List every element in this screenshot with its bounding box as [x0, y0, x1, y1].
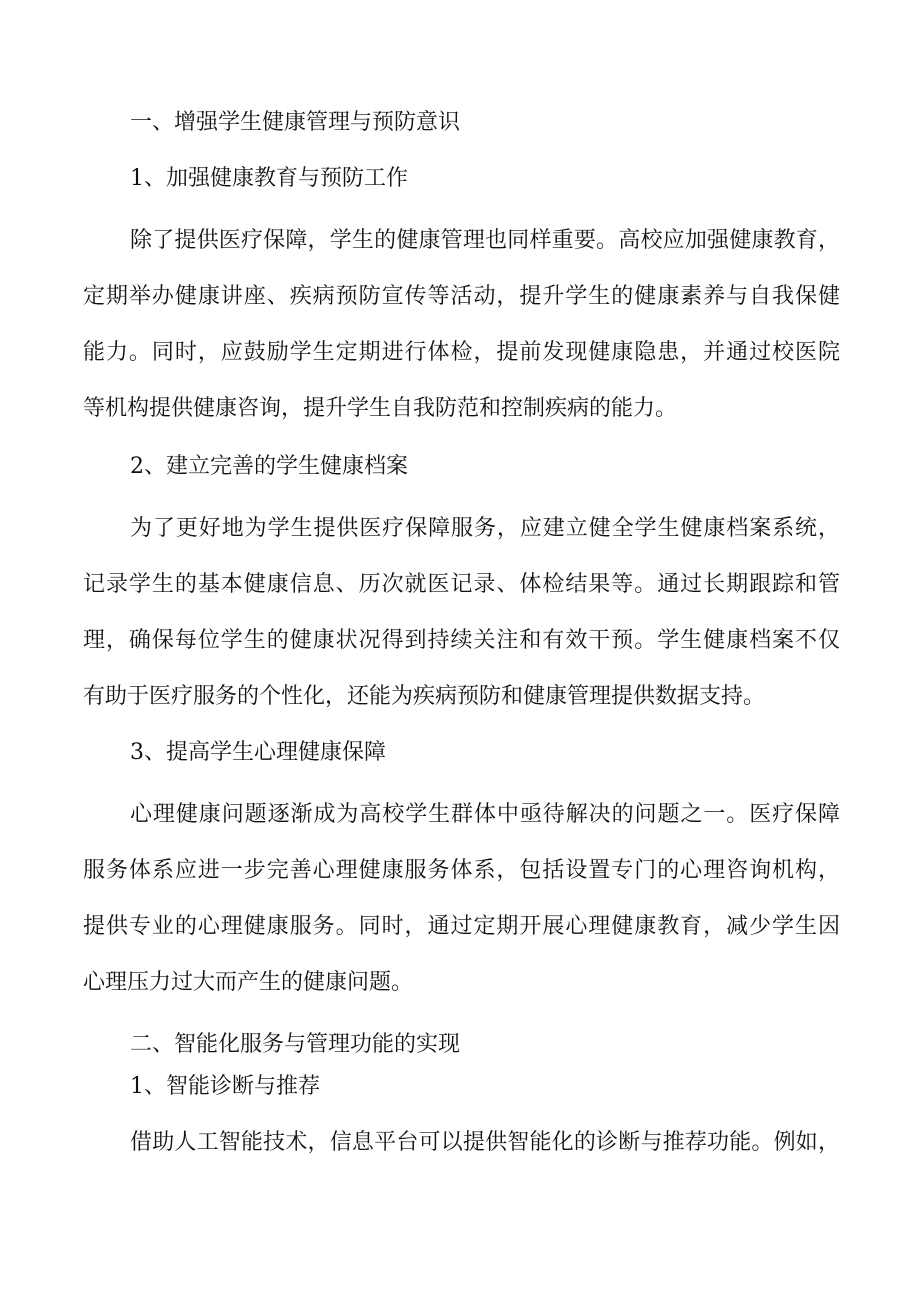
paragraph-line: 能力。同时，应鼓励学生定期进行体检，提前发现健康隐患，并通过校医院 [83, 340, 840, 365]
paragraph-line: 等机构提供健康咨询，提升学生自我防范和控制疾病的能力。 [83, 396, 678, 421]
paragraph-line: 心理健康问题逐渐成为高校学生群体中亟待解决的问题之一。医疗保障 [130, 802, 840, 827]
subsection-title: 2、建立完善的学生健康档案 [130, 454, 408, 479]
paragraph-line: 提供专业的心理健康服务。同时，通过定期开展心理健康教育，减少学生因 [83, 914, 840, 939]
paragraph-line: 记录学生的基本健康信息、历次就医记录、体检结果等。通过长期跟踪和管 [83, 572, 840, 597]
section-heading: 二、智能化服务与管理功能的实现 [130, 1032, 461, 1057]
paragraph-line: 理，确保每位学生的健康状况得到持续关注和有效干预。学生健康档案不仅 [83, 628, 840, 653]
subsection-title: 3、提高学生心理健康保障 [130, 740, 386, 765]
paragraph-line: 定期举办健康讲座、疾病预防宣传等活动，提升学生的健康素养与自我保健 [83, 284, 840, 309]
section-heading: 一、增强学生健康管理与预防意识 [130, 110, 461, 135]
paragraph-line: 为了更好地为学生提供医疗保障服务，应建立健全学生健康档案系统， [130, 516, 840, 541]
paragraph-line: 心理压力过大而产生的健康问题。 [83, 970, 414, 995]
subsection-title: 1、加强健康教育与预防工作 [130, 166, 408, 191]
paragraph-line: 服务体系应进一步完善心理健康服务体系，包括设置专门的心理咨询机构， [83, 858, 840, 883]
paragraph-line: 有助于医疗服务的个性化，还能为疾病预防和健康管理提供数据支持。 [83, 684, 766, 709]
paragraph-line: 借助人工智能技术，信息平台可以提供智能化的诊断与推荐功能。例如， [130, 1130, 840, 1155]
paragraph-line: 除了提供医疗保障，学生的健康管理也同样重要。高校应加强健康教育， [130, 228, 840, 253]
subsection-title: 1、智能诊断与推荐 [130, 1074, 320, 1099]
